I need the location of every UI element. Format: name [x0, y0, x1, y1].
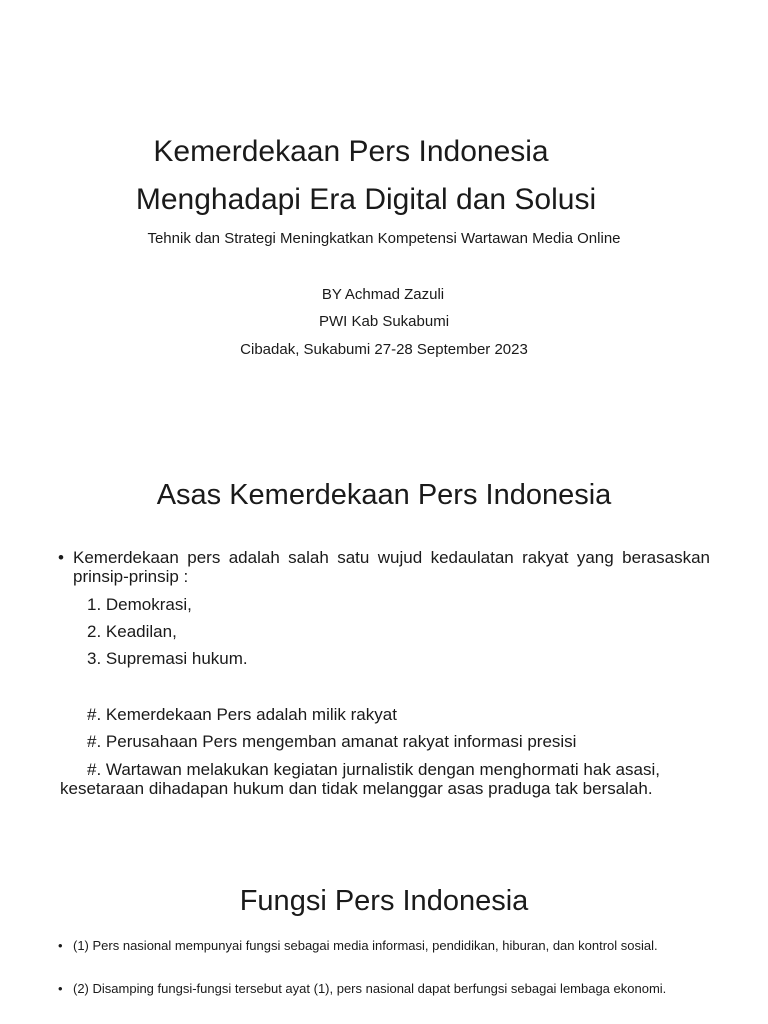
- note-item: #. Kemerdekaan Pers adalah milik rakyat: [87, 705, 397, 724]
- asas-slide: [0, 410, 768, 840]
- bullet-text: (1) Pers nasional mempunyai fungsi sebagai media informasi, pendidikan, hiburan, dan kontrol sosial.: [73, 938, 658, 953]
- bullet-item: [58, 548, 710, 586]
- bullet-text: Kemerdekaan pers adalah salah satu wujud kedaulatan rakyat yang berasaskan prinsip-prinsip :: [73, 548, 710, 586]
- slide-heading: Asas Kemerdekaan Pers Indonesia: [156, 479, 612, 511]
- title-line-1: Kemerdekaan Pers Indonesia: [153, 135, 549, 168]
- bullet-icon: •: [58, 938, 63, 953]
- principle-item: 3. Supremasi hukum.: [87, 649, 248, 668]
- slide-heading: Fungsi Pers Indonesia: [239, 885, 529, 917]
- organization: PWI Kab Sukabumi: [318, 313, 450, 330]
- principle-item: 1. Demokrasi,: [87, 595, 192, 614]
- author: BY Achmad Zazuli: [321, 286, 445, 303]
- note-item: #. Wartawan melakukan kegiatan jurnalistik dengan menghormati hak asasi, kesetaraan dihadapan hukum dan tidak melanggar asas praduga tak bersalah.: [60, 760, 660, 798]
- bullet-item: [58, 980, 710, 997]
- title-slide: [0, 0, 768, 410]
- fungsi-slide: [0, 840, 768, 1024]
- subtitle: Tehnik dan Strategi Meningkatkan Kompetensi Wartawan Media Online: [147, 230, 621, 247]
- principle-item: 2. Keadilan,: [87, 622, 177, 641]
- bullet-icon: •: [58, 548, 64, 567]
- bullet-text: (2) Disamping fungsi-fungsi tersebut ayat (1), pers nasional dapat berfungsi sebagai lembaga ekonomi.: [73, 981, 667, 996]
- place-date: Cibadak, Sukabumi 27-28 September 2023: [240, 341, 528, 358]
- title-line-2: Menghadapi Era Digital dan Solusi: [135, 183, 597, 216]
- bullet-item: [58, 937, 710, 954]
- note-item: #. Perusahaan Pers mengemban amanat rakyat informasi presisi: [87, 732, 577, 751]
- bullet-icon: •: [58, 981, 63, 996]
